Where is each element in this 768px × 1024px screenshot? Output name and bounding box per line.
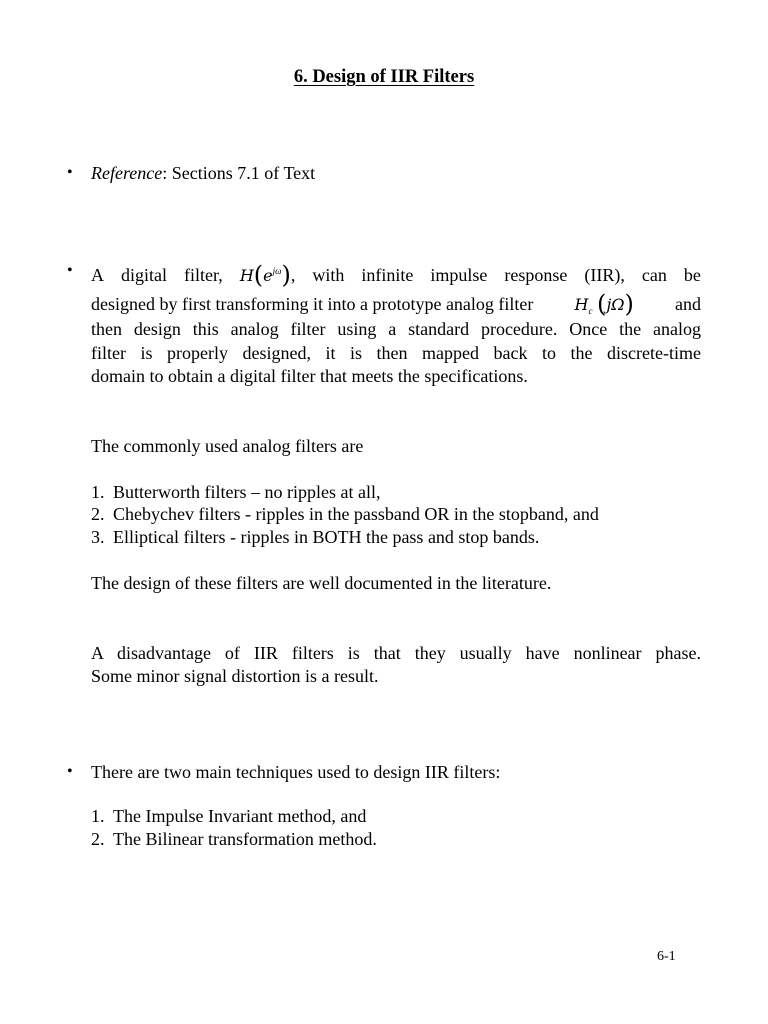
analog-filter-formula: $H_c$ (jΩ) bbox=[574, 290, 634, 318]
digital-filter-line-4: filter is properly designed, it is then mapped back to the discrete-time bbox=[91, 343, 701, 363]
reference-label: Reference bbox=[91, 163, 163, 183]
bullet-reference: • bbox=[67, 164, 73, 181]
word: (IIR), bbox=[584, 265, 625, 285]
bullet-digital-filter: • bbox=[67, 262, 73, 279]
word: filter, bbox=[184, 265, 223, 285]
line-text: designed by first transforming it into a prototype analog filter bbox=[91, 294, 534, 314]
word: response bbox=[504, 265, 568, 285]
digital-filter-line-3: then design this analog filter using a standard procedure. Once the analog bbox=[91, 319, 701, 339]
list-item: 3. Elliptical filters - ripples in BOTH the pass and stop bands. bbox=[91, 527, 540, 547]
page-title: 6. Design of IIR Filters bbox=[293, 67, 475, 87]
list-item: 2. Chebychev filters - ripples in the passband OR in the stopband, and bbox=[91, 504, 599, 524]
disadvantage-line-1: A disadvantage of IIR filters is that they usually have nonlinear phase. bbox=[91, 643, 701, 663]
analog-filters-intro: The commonly used analog filters are bbox=[91, 436, 364, 456]
formula-superscript: jω bbox=[272, 266, 282, 276]
reference-text: : Sections 7.1 of Text bbox=[162, 163, 316, 183]
word: can bbox=[641, 265, 667, 285]
word: be bbox=[683, 265, 701, 285]
line-text: and bbox=[675, 294, 701, 314]
word: A bbox=[91, 265, 104, 285]
digital-filter-line-5: domain to obtain a digital filter that meets the specifications. bbox=[91, 366, 528, 386]
literature-note: The design of these filters are well documented in the literature. bbox=[91, 573, 552, 593]
list-item: 2. The Bilinear transformation method. bbox=[91, 829, 377, 849]
formula-base: H bbox=[574, 295, 589, 314]
word: with bbox=[312, 265, 345, 285]
reference-line bbox=[91, 162, 315, 184]
frequency-response-formula: $H(e^{j\omega})$, bbox=[239, 261, 296, 289]
word: impulse bbox=[430, 265, 488, 285]
word: infinite bbox=[361, 265, 414, 285]
formula-inner-base: e bbox=[263, 266, 273, 285]
formula-base: H bbox=[239, 266, 254, 285]
word: digital bbox=[121, 265, 168, 285]
disadvantage-line-2: Some minor signal distortion is a result. bbox=[91, 666, 379, 686]
formula-subscript: c bbox=[588, 306, 593, 316]
digital-filter-line-1 bbox=[91, 260, 701, 287]
formula-argument: jΩ bbox=[606, 295, 625, 314]
page-number: 6-1 bbox=[657, 949, 676, 964]
list-item: 1. The Impulse Invariant method, and bbox=[91, 806, 367, 826]
bullet-techniques: • bbox=[67, 763, 73, 780]
techniques-intro: There are two main techniques used to design IIR filters: bbox=[91, 762, 501, 782]
list-item: 1. Butterworth filters – no ripples at all, bbox=[91, 482, 381, 502]
